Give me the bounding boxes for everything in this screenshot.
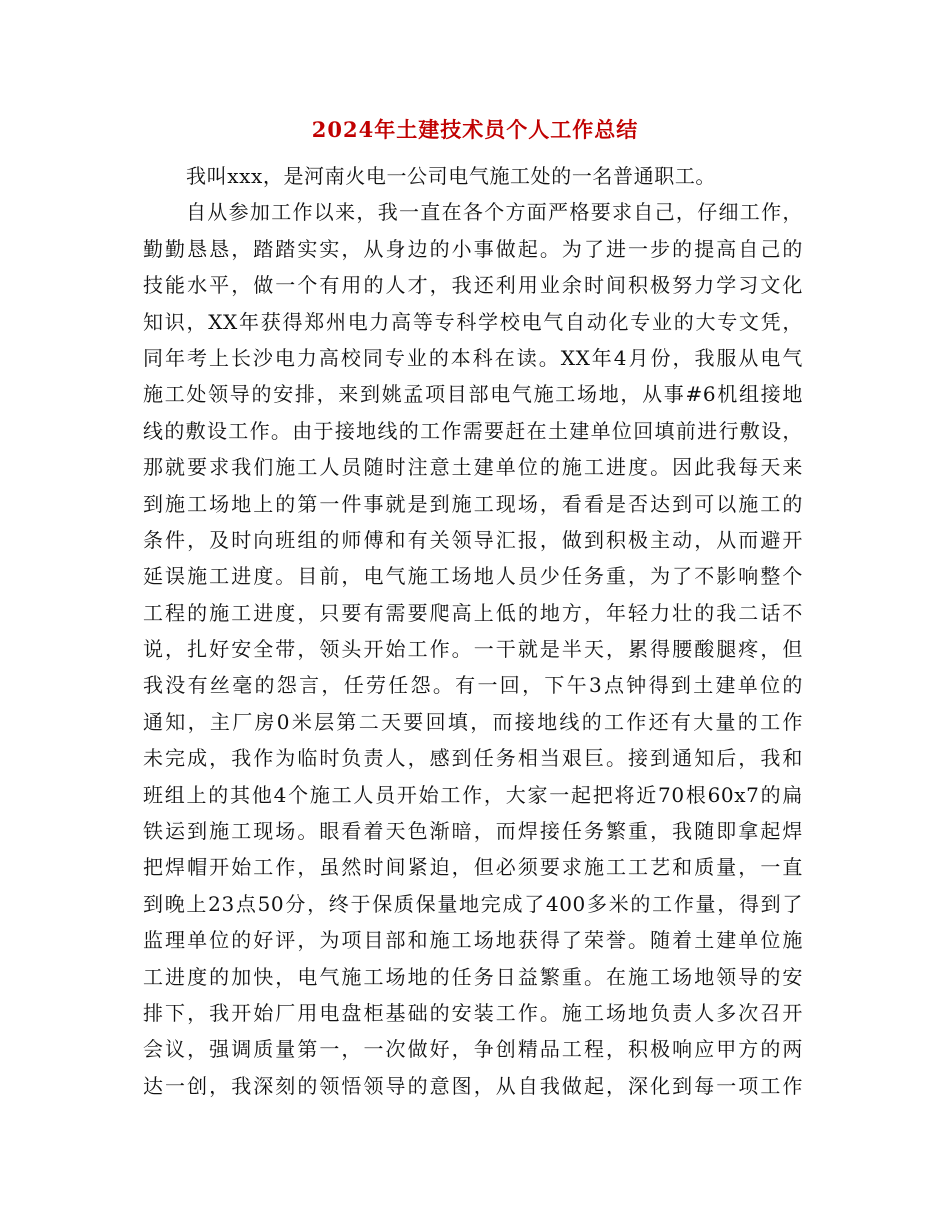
paragraph-line: 工程的施工进度，只要有需要爬高上低的地方，年轻力壮的我二话不 bbox=[143, 600, 803, 625]
paragraph-line: 工进度的加快，电气施工场地的任务日益繁重。在施工场地领导的安 bbox=[143, 964, 803, 989]
paragraph-line: 线的敷设工作。由于接地线的工作需要赶在土建单位回填前进行敷设， bbox=[143, 418, 803, 443]
paragraph-line: 通知，主厂房0米层第二天要回填，而接地线的工作还有大量的工作 bbox=[143, 709, 803, 734]
paragraph-line: 知识，XX年获得郑州电力高等专科学校电气自动化专业的大专文凭， bbox=[143, 309, 803, 334]
paragraph-line: 施工处领导的安排，来到姚孟项目部电气施工场地，从事#6机组接地 bbox=[143, 382, 803, 407]
document-title: 2024年土建技术员个人工作总结 bbox=[311, 117, 639, 142]
paragraph-line: 未完成，我作为临时负责人，感到任务相当艰巨。接到通知后，我和 bbox=[143, 746, 803, 771]
paragraph-line: 条件，及时向班组的师傅和有关领导汇报，做到积极主动，从而避开 bbox=[143, 527, 803, 552]
paragraph-line: 把焊帽开始工作，虽然时间紧迫，但必须要求施工工艺和质量，一直 bbox=[143, 855, 803, 880]
paragraph-line: 排下，我开始厂用电盘柜基础的安装工作。施工场地负责人多次召开 bbox=[143, 1000, 803, 1025]
paragraph-line: 班组上的其他4个施工人员开始工作，大家一起把将近70根60x7的扁 bbox=[143, 782, 803, 807]
paragraph-line: 勤勤恳恳，踏踏实实，从身边的小事做起。为了进一步的提高自己的 bbox=[143, 236, 803, 261]
paragraph-line: 那就要求我们施工人员随时注意土建单位的施工进度。因此我每天来 bbox=[143, 455, 803, 480]
paragraph-line: 达一创，我深刻的领悟领导的意图，从自我做起，深化到每一项工作 bbox=[143, 1073, 803, 1098]
paragraph-line: 说，扎好安全带，领头开始工作。一干就是半天，累得腰酸腿疼，但 bbox=[143, 637, 803, 662]
paragraph-line: 技能水平，做一个有用的人才，我还利用业余时间积极努力学习文化 bbox=[143, 273, 803, 298]
paragraph-line: 监理单位的好评，为项目部和施工场地获得了荣誉。随着土建单位施 bbox=[143, 928, 803, 953]
paragraph-line: 自从参加工作以来，我一直在各个方面严格要求自己，仔细工作， bbox=[186, 200, 803, 225]
document-body bbox=[143, 158, 803, 1104]
paragraph-line: 铁运到施工现场。眼看着天色渐暗，而焊接任务繁重，我随即拿起焊 bbox=[143, 819, 803, 844]
paragraph-line: 我没有丝毫的怨言，任劳任怨。有一回，下午3点钟得到土建单位的 bbox=[143, 673, 803, 698]
paragraph-line: 到施工场地上的第一件事就是到施工现场，看看是否达到可以施工的 bbox=[143, 491, 803, 516]
intro-line: 我叫xxx，是河南火电一公司电气施工处的一名普通职工。 bbox=[186, 164, 717, 188]
paragraph-line: 到晚上23点50分，终于保质保量地完成了400多米的工作量，得到了 bbox=[143, 891, 803, 916]
paragraph-line: 会议，强调质量第一，一次做好，争创精品工程，积极响应甲方的两 bbox=[143, 1037, 803, 1062]
paragraph-line: 延误施工进度。目前，电气施工场地人员少任务重，为了不影响整个 bbox=[143, 564, 803, 589]
paragraph-line: 同年考上长沙电力高校同专业的本科在读。XX年4月份，我服从电气 bbox=[143, 345, 803, 370]
